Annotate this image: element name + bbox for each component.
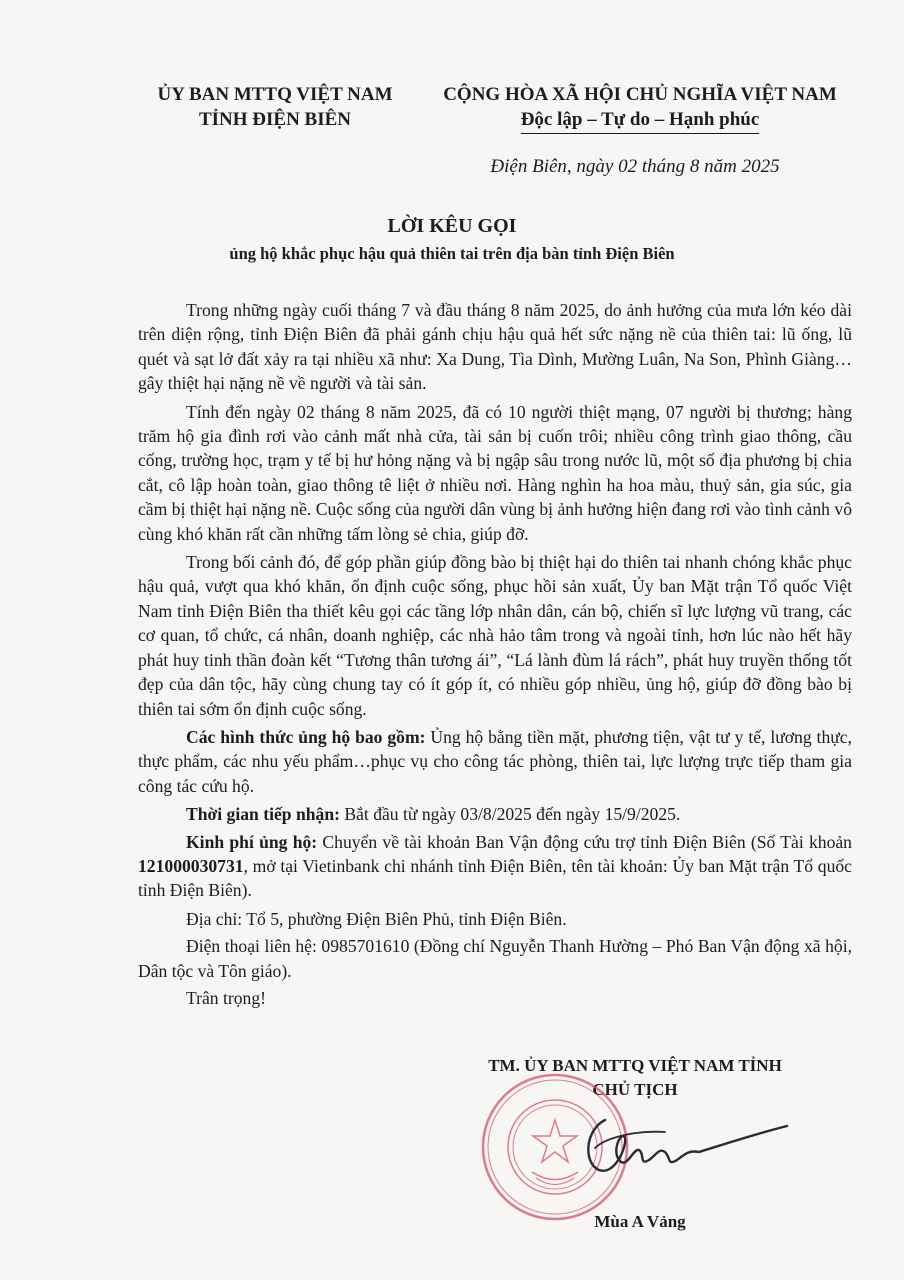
funds-label: Kinh phí ủng hộ: [186, 831, 318, 852]
paragraph-phone: Điện thoại liên hệ: 0985701610 (Đồng chí Nguyễn Thanh Hường – Phó Ban Vận động xã hội, Dân tộc và Tôn giáo). [138, 936, 852, 981]
nation-line-1: CỘNG HÒA XÃ HỘI CHỦ NGHĨA VIỆT NAM [443, 84, 837, 105]
forms-text: Ủng hộ bằng tiền mặt, phương tiện, vật tư y tế, lương thực, thực phẩm, các nhu yếu phẩm…phục vụ cho công tác phòng, thiên tai, lực lượng trực tiếp tham gia công tác cứu hộ. [138, 726, 852, 796]
time-label: Thời gian tiếp nhận: [186, 804, 340, 825]
funds-text-1: Chuyển về tài khoản Ban Vận động cứu trợ tỉnh Điện Biên (Số Tài khoản [317, 831, 852, 852]
document-subtitle: ủng hộ khắc phục hậu quả thiên tai trên địa bàn tỉnh Điện Biên [229, 244, 675, 263]
paragraph-closing: Trân trọng! [186, 987, 266, 1008]
nation-line-2: Độc lập – Tự do – Hạnh phúc [521, 107, 760, 134]
account-number: 121000030731 [138, 855, 244, 876]
org-line-1: ỦY BAN MTTQ VIỆT NAM [157, 84, 393, 105]
time-text: Bắt đầu từ ngày 03/8/2025 đến ngày 15/9/2025. [339, 804, 681, 825]
paragraph-3: Trong bối cảnh đó, để góp phần giúp đồng bào bị thiệt hại do thiên tai nhanh chóng khắc phục hậu quả, vượt qua khó khăn, ổn định cuộc sống, phục hồi sản xuất, Ủy ban Mặt trận Tổ quốc Việt Nam tỉnh Điện Biên tha thiết kêu gọi các tầng lớp nhân dân, cán bộ, chiến sĩ lực lượng vũ trang, các cơ quan, tổ chức, cá nhân, doanh nghiệp, các nhà hảo tâm trong và ngoài tỉnh, hơn lúc nào hết hãy phát huy tinh thần đoàn kết “Tương thân tương ái”, “Lá lành đùm lá rách”, phát huy truyền thống tốt đẹp của dân tộc, hãy cùng chung tay có ít góp ít, có nhiều góp nhiều, ủng hộ, giúp đỡ đồng bào bị thiên tai sớm ổn định cuộc sống. [138, 552, 852, 719]
paragraph-forms [138, 725, 852, 798]
signature-title-line-1: TM. ỦY BAN MTTQ VIỆT NAM TỈNH [488, 1056, 782, 1075]
document-title: LỜI KÊU GỌI [387, 215, 517, 237]
paragraph-1: Trong những ngày cuối tháng 7 và đầu tháng 8 năm 2025, do ảnh hưởng của mưa lớn kéo dài trên diện rộng, tỉnh Điện Biên đã phải gánh chịu hậu quả hết sức nặng nề của thiên tai: lũ ống, lũ quét và sạt lở đất xảy ra tại nhiều xã như: Xa Dung, Tìa Dình, Mường Luân, Na Son, Phình Giàng… gây thiệt hại nặng nề về người và tài sản. [138, 300, 852, 394]
funds-text-2: , mở tại Vietinbank chi nhánh tỉnh Điện Biên, tên tài khoản: Ủy ban Mặt trận Tổ quốc tỉnh Điện Biên). [138, 855, 852, 901]
document-date: Điện Biên, ngày 02 tháng 8 năm 2025 [490, 156, 780, 177]
forms-label: Các hình thức ủng hộ bao gồm: [186, 726, 426, 747]
signature-icon [575, 1108, 790, 1188]
paragraph-time [138, 802, 852, 826]
org-line-2: TỈNH ĐIỆN BIÊN [198, 109, 352, 130]
issuing-organization [140, 82, 410, 132]
signature-title-line-2: CHỦ TỊCH [592, 1080, 678, 1099]
signer-name: Mùa A Vảng [594, 1212, 686, 1231]
paragraph-funds [138, 830, 852, 903]
paragraph-2: Tính đến ngày 02 tháng 8 năm 2025, đã có 10 người thiệt mạng, 07 người bị thương; hàng trăm hộ gia đình rơi vào cảnh mất nhà cửa, tài sản bị cuốn trôi; nhiều công trình giao thông, cầu cống, trường học, trạm y tế bị hư hỏng nặng và bị ngập sâu trong nước lũ, một số địa phương bị chia cắt, cô lập hoàn toàn, giao thông tê liệt ở nhiều nơi. Hàng nghìn ha hoa màu, thuỷ sản, gia súc, gia cầm bị thiệt hại nặng nề. Cuộc sống của người dân vùng bị ảnh hưởng hiện đang rơi vào tình cảnh vô cùng khó khăn rất cần những tấm lòng sẻ chia, giúp đỡ. [138, 401, 852, 544]
document-body [138, 298, 852, 1014]
paragraph-address: Địa chỉ: Tổ 5, phường Điện Biên Phủ, tỉnh Điện Biên. [186, 908, 567, 929]
national-motto [420, 82, 860, 134]
